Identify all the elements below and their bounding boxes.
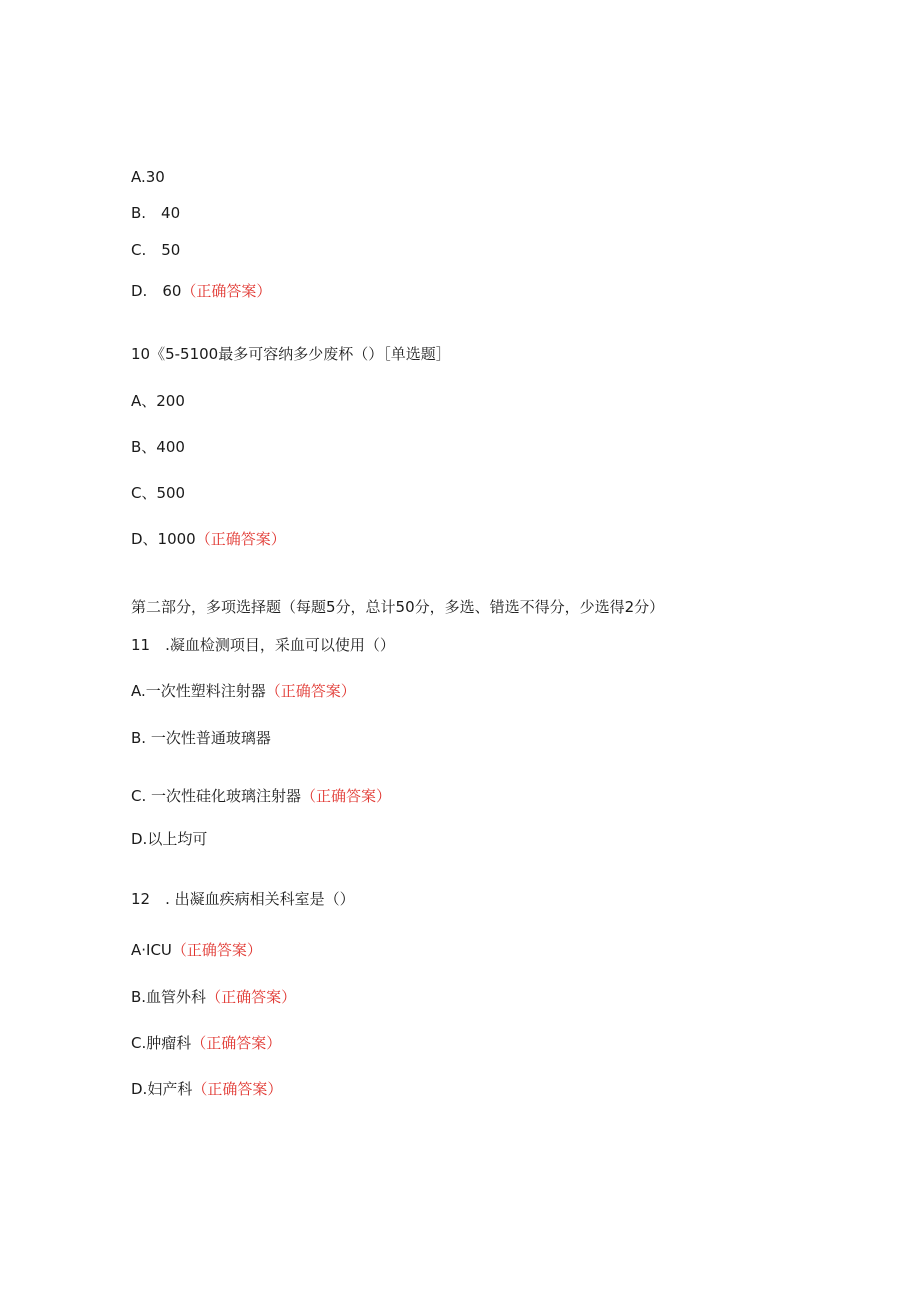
q11-option-b xyxy=(131,728,271,748)
option-text: A.30 xyxy=(131,168,165,186)
q9-option-c xyxy=(131,240,180,260)
q10-question xyxy=(131,344,451,364)
q9-option-b xyxy=(131,203,180,223)
section-heading-text: 第二部分，多项选择题（每题5分，总计50分，多选、错选不得分，少选得2分） xyxy=(131,598,665,616)
correct-answer-tag: （正确答案） xyxy=(301,787,392,805)
option-text: C. 50 xyxy=(131,241,181,259)
correct-answer-tag: （正确答案） xyxy=(195,530,286,548)
correct-answer-tag: （正确答案） xyxy=(181,282,272,300)
q11-question xyxy=(131,635,395,655)
correct-answer-tag: （正确答案） xyxy=(206,988,297,1006)
option-text: B. 40 xyxy=(131,204,181,222)
q10-option-b xyxy=(131,437,185,457)
question-text: 10《5-5100最多可容纳多少废杯（）［单选题］ xyxy=(131,345,451,363)
option-text: D. 60 xyxy=(131,282,182,300)
correct-answer-tag: （正确答案） xyxy=(192,1080,283,1098)
option-text: A.一次性塑料注射器 xyxy=(131,682,266,700)
q12-option-a xyxy=(131,940,262,960)
question-text: 12 . 出凝血疾病相关科室是（） xyxy=(131,890,355,908)
q12-option-d xyxy=(131,1079,282,1099)
q11-option-c xyxy=(131,786,391,806)
question-text: 11 .凝血检测项目，采血可以使用（） xyxy=(131,636,395,654)
option-text: D.以上均可 xyxy=(131,830,208,848)
option-text: C.肿瘤科 xyxy=(131,1034,192,1052)
q11-option-d xyxy=(131,829,207,849)
part2-heading xyxy=(131,597,664,617)
correct-answer-tag: （正确答案） xyxy=(265,682,356,700)
correct-answer-tag: （正确答案） xyxy=(171,941,262,959)
q11-option-a xyxy=(131,681,356,701)
q9-option-d xyxy=(131,281,271,301)
q12-option-b xyxy=(131,987,296,1007)
option-text: D.妇产科 xyxy=(131,1080,193,1098)
q10-option-c xyxy=(131,483,185,503)
q10-option-a xyxy=(131,391,185,411)
option-text: C. 一次性硅化玻璃注射器 xyxy=(131,787,302,805)
q12-question xyxy=(131,889,355,909)
option-text: B、400 xyxy=(131,438,185,456)
q12-option-c xyxy=(131,1033,281,1053)
option-text: B.血管外科 xyxy=(131,988,207,1006)
option-text: C、500 xyxy=(131,484,186,502)
option-text: D、1000 xyxy=(131,530,196,548)
option-text: B. 一次性普通玻璃器 xyxy=(131,729,271,747)
correct-answer-tag: （正确答案） xyxy=(191,1034,282,1052)
q9-option-a xyxy=(131,167,165,187)
q10-option-d xyxy=(131,529,286,549)
option-text: A·ICU xyxy=(131,941,172,959)
option-text: A、200 xyxy=(131,392,185,410)
